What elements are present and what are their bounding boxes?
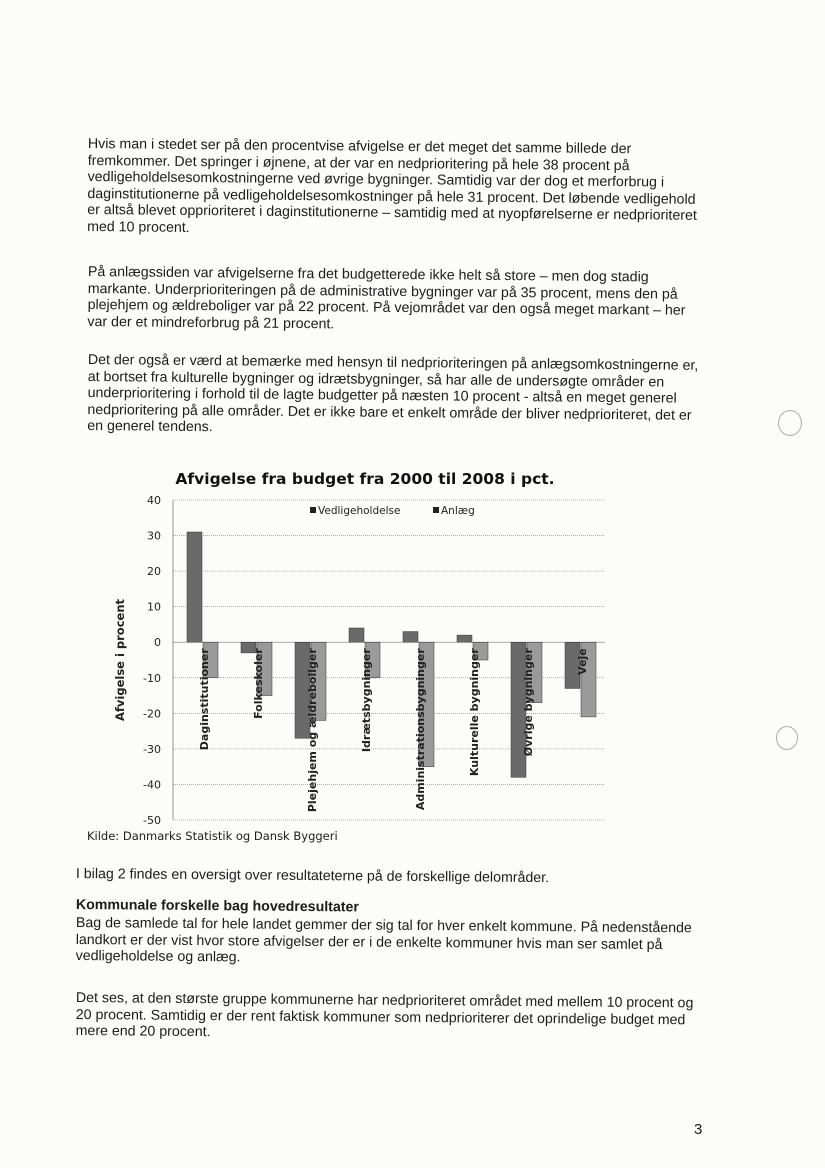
bar bbox=[457, 635, 472, 642]
chart-title: Afvigelse fra budget fra 2000 til 2008 i pct. bbox=[175, 470, 555, 488]
category-label: Veje bbox=[576, 648, 589, 675]
category-label: Idrætsbygninger bbox=[360, 648, 373, 753]
bar bbox=[349, 628, 364, 642]
chart-source: Kilde: Danmarks Statistik og Dansk Byggeri bbox=[87, 829, 338, 843]
page-number: 3 bbox=[694, 1121, 703, 1138]
y-tick-label: -10 bbox=[143, 671, 161, 685]
category-label: Øvrige bygninger bbox=[522, 648, 535, 757]
paragraph-deprioritization: Det der også er værd at bemærke med hensyn til nedprioriteringen på anlægsomkostningerne er, at bortset fra kulturelle bygninger og idrætsbygninger, så har alle de undersøgte områder en underprioritering i forhold til de lagte budgetter på næsten 10 procent - altså en meget generel nedprioritering på alle områder. Det er ikke bare et enkelt område der bliver nedprioriteret, det er en generel tendens. bbox=[87, 352, 699, 436]
category-label: Administrationsbygninger bbox=[414, 648, 427, 811]
paragraph-appendix: I bilag 2 findes en oversigt over resultateterne på de forskellige delområder. bbox=[75, 866, 550, 887]
y-tick-label: -20 bbox=[143, 707, 161, 721]
bar bbox=[403, 632, 418, 643]
y-tick-label: 20 bbox=[147, 565, 161, 579]
deviation-chart bbox=[100, 460, 630, 850]
y-tick-label: -30 bbox=[143, 742, 161, 756]
legend-entry: Vedligeholdelse bbox=[318, 505, 401, 517]
paragraph-largest-group: Det ses, at den største gruppe kommunerne har nedprioriteret området med mellem 10 procent og 20 procent. Samtidig er der rent faktisk kommuner som nedprioriterer det oprindelige budget med mere end 20 procent. bbox=[75, 990, 694, 1041]
y-tick-label: 30 bbox=[147, 529, 161, 543]
y-tick-label: 40 bbox=[147, 494, 161, 507]
y-axis-label: Afvigelse i procent bbox=[113, 598, 127, 722]
legend-swatch bbox=[433, 507, 439, 513]
section-heading: Kommunale forskelle bag hovedresultater bbox=[75, 897, 360, 916]
bar-chart-svg bbox=[100, 460, 630, 850]
category-label: Plejehjem og ældreboliger bbox=[306, 648, 319, 813]
paragraph-construction: På anlægssiden var afvigelserne fra det budgetterede ikke helt så store – men dog stadig markante. Underprioriteringen på de administrative bygninger var på 35 procent, mens den på plejehjem og ældreboliger var på 22 procent. På vejområdet var den også meget markant – her var der et mindreforbrug på 21 procent. bbox=[87, 264, 686, 332]
paragraph-percent-deviation: Hvis man i stedet ser på den procentvise afvigelse er det meget det samme billede der fremkommer. Det springer i øjnene, at der var en nedprioritering på hele 38 procent på vedligeholdelsesomkostningerne ved øvrige bygninger. Samtidig var der dog et merforbrug i daginstitutionerne på vedligeholdelsesomkostninger på hele 31 procent. Det løbende vedligehold er altså blevet opprioriteret i daginstitutionerne – samtidig med at nyopførelserne er nedprioriteret med 10 procent. bbox=[87, 136, 697, 236]
punch-hole-mark bbox=[776, 726, 798, 750]
bar bbox=[187, 532, 202, 642]
legend-entry: Anlæg bbox=[441, 505, 475, 517]
paragraph-municipal: Bag de samlede tal for hele landet gemmer der sig tal for hver enkelt kommune. På nedenstående landkort er der vist hvor store afvigelser der er i de enkelte kommuner hvis man ser samlet på vedligeholdelse og anlæg. bbox=[75, 915, 692, 966]
y-tick-label: 10 bbox=[147, 600, 161, 614]
y-tick-label: -40 bbox=[143, 778, 161, 792]
category-label: Daginstitutioner bbox=[198, 648, 211, 751]
y-tick-label: -50 bbox=[143, 814, 161, 827]
category-label: Folkeskoler bbox=[252, 648, 265, 719]
punch-hole-mark bbox=[778, 410, 802, 436]
y-tick-label: 0 bbox=[154, 636, 161, 650]
category-label: Kulturelle bygninger bbox=[468, 648, 481, 777]
legend-swatch bbox=[310, 507, 316, 513]
